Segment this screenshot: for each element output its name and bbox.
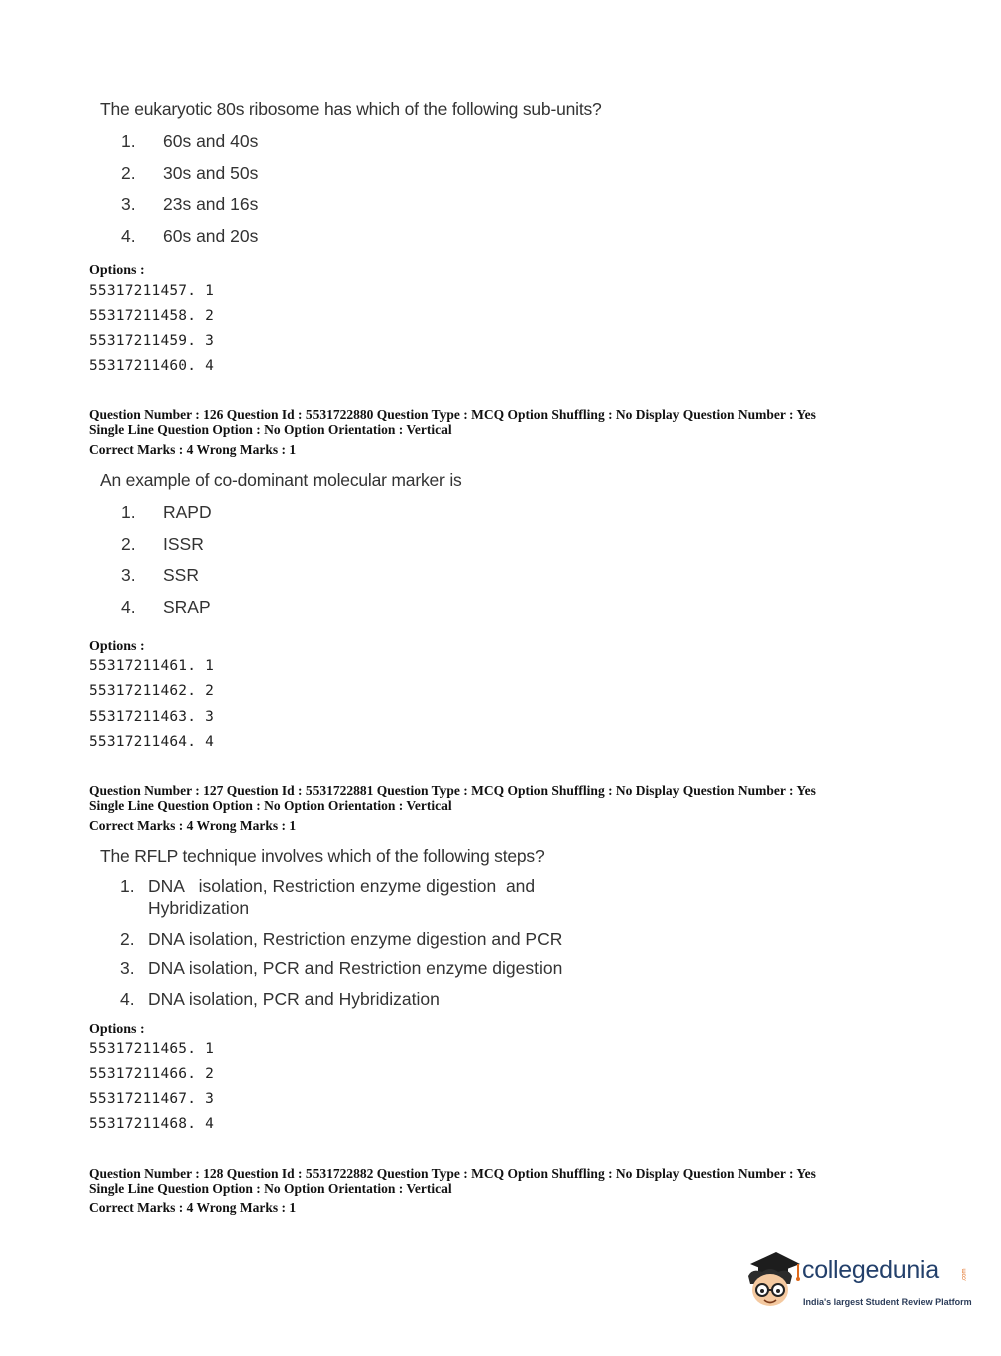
option-id: 55317211465. 1 [89,1041,215,1057]
option-id: 55317211457. 1 [89,283,215,299]
option-text: SRAP [163,597,211,617]
option-id: 55317211460. 4 [89,358,215,374]
options-label: Options : [89,263,145,278]
logo-tagline: India's largest Student Review Platform [803,1297,972,1307]
option-id: 55317211466. 2 [89,1066,215,1082]
option-id: 55317211463. 3 [89,709,215,725]
question-text: The eukaryotic 80s ribosome has which of the following sub-units? [100,99,602,119]
question-meta-line: Single Line Question Option : No Option Orientation : Vertical [89,798,452,813]
logo-wordmark: collegedunia [802,1256,939,1284]
question-meta-line: Question Number : 127 Question Id : 5531722881 Question Type : MCQ Option Shuffling : No Display Question Number : Yes [89,783,816,798]
option-id: 55317211468. 4 [89,1116,215,1132]
option-number: 4. [120,989,135,1009]
option-text: SSR [163,565,199,585]
mascot-graduate-icon [742,1250,802,1314]
question-text: An example of co-dominant molecular marker is [100,470,462,490]
option-text: 60s and 20s [163,226,259,246]
option-text: DNA isolation, Restriction enzyme digestion and PCR [148,929,563,949]
option-text: RAPD [163,502,212,522]
marks-line: Correct Marks : 4 Wrong Marks : 1 [89,442,297,457]
option-number: 1. [120,876,135,896]
option-text-continued: Hybridization [148,898,250,918]
option-id: 55317211462. 2 [89,683,215,699]
option-number: 2. [121,534,136,554]
marks-line: Correct Marks : 4 Wrong Marks : 1 [89,1200,297,1215]
options-label: Options : [89,639,145,654]
question-meta-line: Question Number : 128 Question Id : 5531722882 Question Type : MCQ Option Shuffling : No Display Question Number : Yes [89,1166,816,1181]
question-meta-line: Single Line Question Option : No Option Orientation : Vertical [89,422,452,437]
option-number: 2. [121,163,136,183]
option-text: DNA isolation, Restriction enzyme digestion and [148,876,536,896]
option-number: 3. [121,194,136,214]
option-text: ISSR [163,534,204,554]
option-text: DNA isolation, PCR and Restriction enzyme digestion [148,958,563,978]
question-meta-line: Question Number : 126 Question Id : 5531722880 Question Type : MCQ Option Shuffling : No Display Question Number : Yes [89,407,816,422]
marks-line: Correct Marks : 4 Wrong Marks : 1 [89,818,297,833]
option-number: 1. [121,131,136,151]
option-id: 55317211459. 3 [89,333,215,349]
option-text: 30s and 50s [163,163,259,183]
option-id: 55317211464. 4 [89,734,215,750]
options-label: Options : [89,1022,145,1037]
option-text: 23s and 16s [163,194,259,214]
question-text: The RFLP technique involves which of the following steps? [100,846,545,866]
option-number: 1. [121,502,136,522]
option-number: 2. [120,929,135,949]
option-text: DNA isolation, PCR and Hybridization [148,989,440,1009]
option-number: 3. [120,958,135,978]
option-id: 55317211467. 3 [89,1091,215,1107]
option-text: 60s and 40s [163,131,259,151]
question-meta-line: Single Line Question Option : No Option Orientation : Vertical [89,1181,452,1196]
option-id: 55317211458. 2 [89,308,215,324]
option-number: 4. [121,226,136,246]
collegedunia-logo [742,1250,972,1320]
option-number: 3. [121,565,136,585]
option-id: 55317211461. 1 [89,658,215,674]
logo-domain-suffix: .com [961,1268,968,1282]
option-number: 4. [121,597,136,617]
